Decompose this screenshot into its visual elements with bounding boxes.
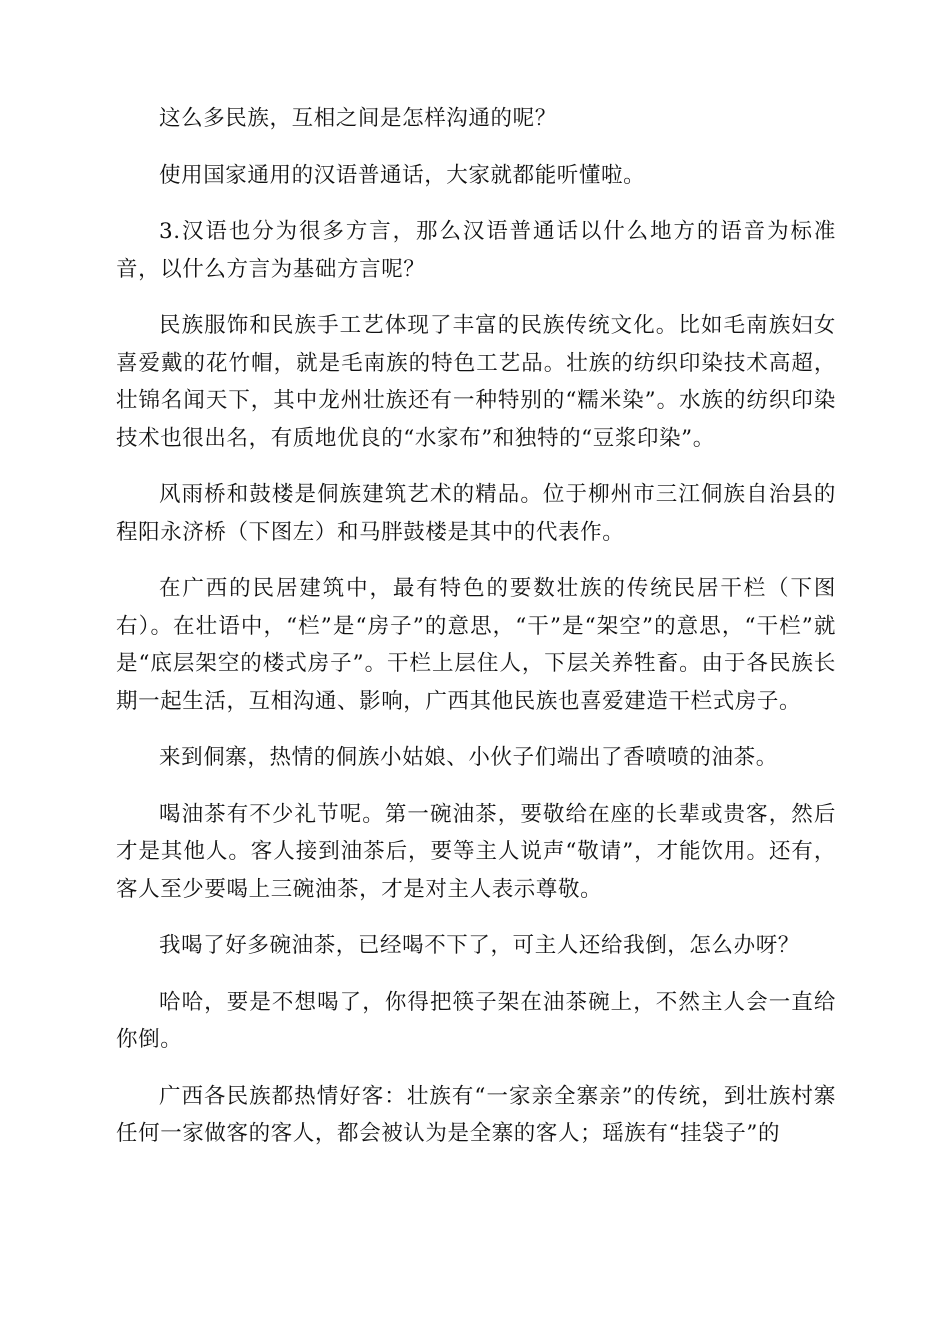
paragraph-10: 哈哈，要是不想喝了，你得把筷子架在油茶碗上，不然主人会一直给你倒。 xyxy=(116,989,836,1052)
paragraph-7: 来到侗寨，热情的侗族小姑娘、小伙子们端出了香喷喷的油茶。 xyxy=(159,745,778,770)
paragraph-11: 广西各民族都热情好客：壮族有“一家亲全寨亲”的传统，到壮族村寨任何一家做客的客人，都会被认为是全寨的客人；瑶族有“挂袋子”的 xyxy=(116,1083,836,1146)
paragraph-8: 喝油茶有不少礼节呢。第一碗油茶，要敬给在座的长辈或贵客，然后才是其他人。客人接到油茶后，要等主人说声“敬请”，才能饮用。还有，客人至少要喝上三碗油茶，才是对主人表示尊敬。 xyxy=(116,801,836,902)
paragraph-1: 这么多民族，互相之间是怎样沟通的呢？ xyxy=(159,106,557,131)
paragraph-6: 在广西的民居建筑中，最有特色的要数壮族的传统民居干栏（下图右）。在壮语中，“栏”是“房子”的意思，“干”是“架空”的意思，“干栏”就是“底层架空的楼式房子”。干栏上层住人，下层关养牲畜。由于各民族长期一起生活，互相沟通、影响，广西其他民族也喜爱建造干栏式房子。 xyxy=(116,576,836,714)
paragraph-3: 3.汉语也分为很多方言，那么汉语普通话以什么地方的语音为标准音，以什么方言为基础方言呢？ xyxy=(116,219,836,282)
document-page xyxy=(116,100,836,1172)
paragraph-2: 使用国家通用的汉语普通话，大家就都能听懂啦。 xyxy=(159,162,646,188)
paragraph-4: 民族服饰和民族手工艺体现了丰富的民族传统文化。比如毛南族妇女喜爱戴的花竹帽，就是毛南族的特色工艺品。壮族的纺织印染技术高超，壮锦名闻天下，其中龙州壮族还有一种特别的“糯米染”。水族的纺织印染技术也很出名，有质地优良的“水家布”和独特的“豆浆印染”。 xyxy=(116,313,836,451)
paragraph-5: 风雨桥和鼓楼是侗族建筑艺术的精品。位于柳州市三江侗族自治县的程阳永济桥（下图左）和马胖鼓楼是其中的代表作。 xyxy=(116,482,836,545)
paragraph-9: 我喝了好多碗油茶，已经喝不下了，可主人还给我倒，怎么办呀？ xyxy=(159,933,800,958)
